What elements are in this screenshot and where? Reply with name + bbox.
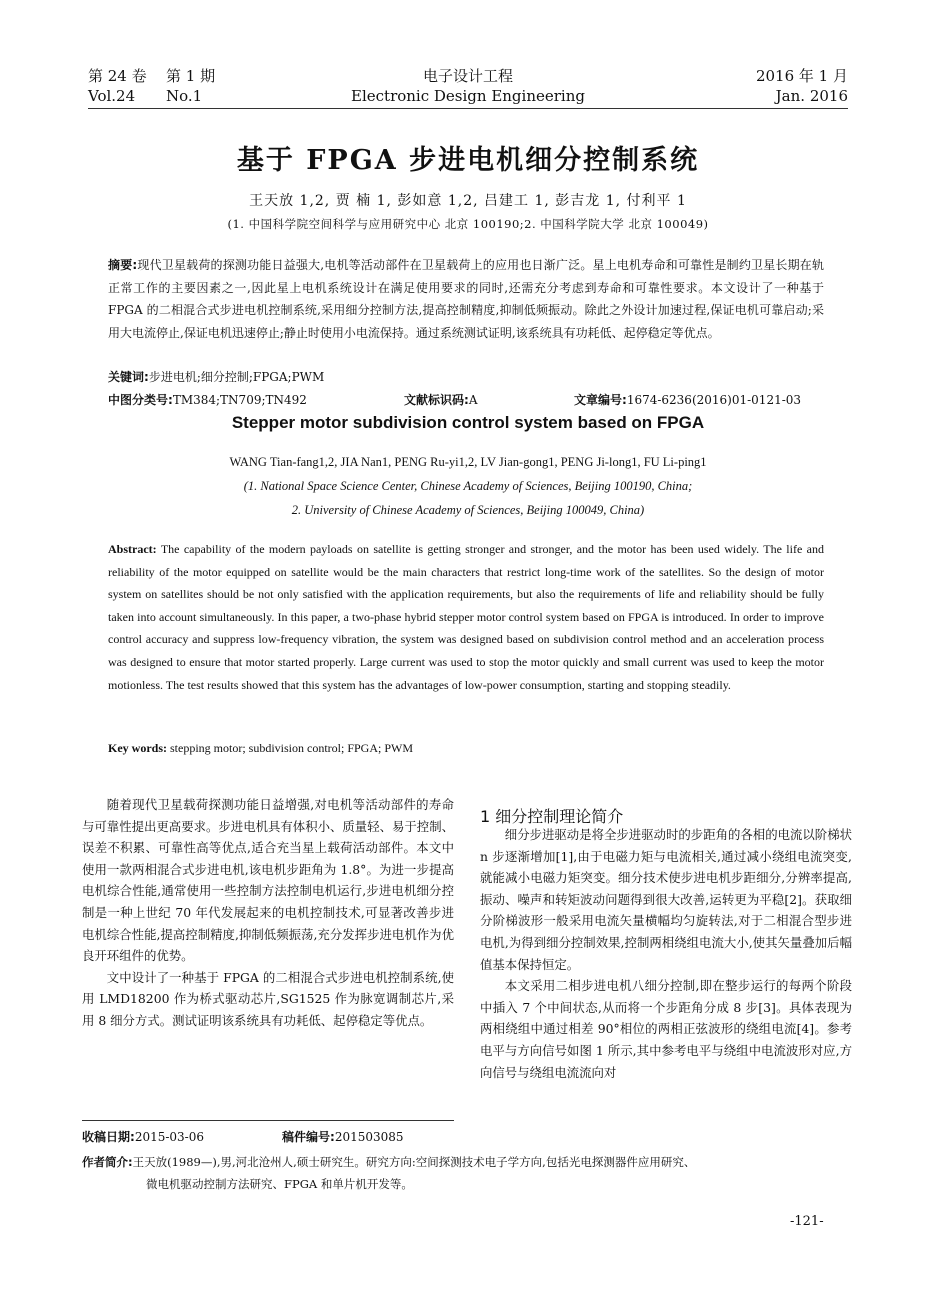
keywords-en-label: Key words: [108,741,167,755]
manuscript-number-label: 稿件编号: [282,1130,335,1144]
abstract-en-text: The capability of the modern payloads on satellite is getting stronger and stronger, and the motor has been used widely. The life and reliability of the motor equipped on satellite would be the main characters that restrict long-time work of the satellites. So the design of motor system on satellites should be not only satisfied with the application requirements, but also the requirements of life and reliability should be fully taken into account simultaneously. In this paper, a two-phase hybrid stepper motor control system based on FPGA is introduced. In order to improve control accuracy and suppress low-frequency vibration, the system was designed based on subdivision control method and an acceleration process was designed to ensure that motor started properly. Large current was used to stop the motor quickly and small current was used to keep the motor motionless. The test results showed that this system has the advantages of low-power consumption, starting and stopping steadily. [108,542,824,692]
section-1-paragraph-1: 细分步进驱动是将全步进驱动时的步距角的各相的电流以阶梯状 n 步逐渐增加[1],由于电磁力矩与电流相关,通过减小绕组电流突变,就能减小电磁力矩突变。细分技术使步进电机步距细分,分辨率提高,振动、噪声和转矩波动问题得到很大改善,运转更为平稳[2]。获取细分阶梯波形一般采用电流矢量横幅均匀旋转法,对于二相混合型步进电机,为得到细分控制效果,控制两相绕组电流大小,使其矢量叠加后幅值基本保持恒定。 [480,827,852,972]
affiliation-cn: (1. 中国科学院空间科学与应用研究中心 北京 100190;2. 中国科学院大学 北京 100049) [227,217,709,231]
date-cn: 2016 年 1 月 [755,67,848,85]
page-number: -121- [790,1214,824,1229]
journal-name-cn: 电子设计工程 [422,67,513,85]
clc-value: TM384;TN709;TN492 [172,393,307,407]
author-bio-label: 作者简介: [82,1155,133,1169]
doc-code-label: 文献标识码: [404,393,469,407]
article-number-label: 文章编号: [574,393,627,407]
keywords-cn [108,368,324,385]
classification-row [108,391,824,408]
header-divider [88,108,848,109]
introduction-column [82,794,454,1032]
received-date: 2015-03-06 [134,1130,204,1144]
affiliation-en-2: 2. University of Chinese Academy of Sciences, Beijing 100049, China) [291,503,645,517]
section-1-column [480,824,852,1083]
header-volume: 第 24 卷 [88,67,147,85]
keywords-en [108,741,413,756]
article-number-value: 1674-6236(2016)01-0121-03 [626,393,802,407]
header-journal [88,66,848,106]
author-bio-line-1: 王天放(1989—),男,河北沧州人,硕士研究生。研究方向:空间探测技术电子学方向,包括光电探测器件应用研究、 [132,1155,696,1169]
abstract-en [108,538,824,696]
section-1-heading: 1 细分控制理论简介 [480,807,624,826]
header-volume-en: Vol.24 [88,87,136,105]
paper-title-en: Stepper motor subdivision control system based on FPGA [231,413,705,432]
intro-paragraph-1: 随着现代卫星载荷探测功能日益增强,对电机等活动部件的寿命与可靠性提出更高要求。步进电机具有体积小、质量轻、易于控制、误差不积累、可靠性高等优点,适合充当星上载荷活动部件。本文中使用一款两相混合式步进电机,该电机步距角为 1.8°。为进一步提高电机综合性能,通常使用一些控制方法控制电机运行,步进电机细分控制是一种上世纪 70 年代发展起来的电机控制技术,可显著改善步进电机综合性能,提高控制精度,抑制低频振荡,充分发挥步进电机作为优良开环组件的优势。 [82,797,454,964]
keywords-cn-label: 关键词: [108,370,149,384]
keywords-en-text: stepping motor; subdivision control; FPGA; PWM [170,741,414,755]
date-en: Jan. 2016 [775,87,848,105]
received-date-label: 收稿日期: [82,1130,135,1144]
footnote-dates [82,1128,404,1145]
running-header [88,66,848,110]
journal-name-en: Electronic Design Engineering [351,87,585,105]
section-1-paragraph-2: 本文采用二相步进电机八细分控制,即在整步运行的每两个阶段中插入 7 个中间状态,从而将一个步距角分成 8 步[3]。具体表现为两相绕组中通过相差 90°相位的两相正弦波形的绕组电流[4]。参考电平与方向信号如图 1 所示,其中参考电平与绕组中电流波形对应,方向信号与绕组电流流向对 [480,978,852,1080]
header-date [756,66,848,106]
abstract-cn-text: 现代卫星载荷的探测功能日益强大,电机等活动部件在卫星载荷上的应用也日渐广泛。星上电机寿命和可靠性是制约卫星长期在轨正常工作的主要因素之一,因此星上电机系统设计在满足使用要求的同时,还需充分考虑到寿命和可靠性要求。本文设计了一种基于 FPGA 的二相混合式步进电机控制系统,采用细分控制方法,提高控制精度,抑制低频振动。除此之外设计加速过程,保证电机可靠启动;采用大电流停止,保证电机迅速停止;静止时使用小电流保持。通过系统测试证明,该系统具有功耗低、起停稳定等优点。 [108,258,824,340]
author-bio [82,1151,852,1195]
header-issue-en: No.1 [166,87,203,105]
abstract-cn-label: 摘要: [108,258,138,272]
authors-cn: 王天放 1,2, 贾 楠 1, 彭如意 1,2, 吕建工 1, 彭吉龙 1, 付利平 1 [249,193,687,209]
abstract-cn [108,254,824,344]
intro-paragraph-2: 文中设计了一种基于 FPGA 的二相混合式步进电机控制系统,使用 LMD18200 作为桥式驱动芯片,SG1525 作为脉宽调制芯片,采用 8 细分方式。测试证明该系统具有功耗低、起停稳定等优点。 [82,969,454,1028]
manuscript-number: 201503085 [334,1130,404,1144]
clc-label: 中图分类号: [108,393,173,407]
affiliation-en-1: (1. National Space Science Center, Chinese Academy of Sciences, Beijing 100190, China; [243,479,693,493]
abstract-en-label: Abstract: [108,542,157,556]
paper-title-cn: 基于 FPGA 步进电机细分控制系统 [236,145,700,176]
doc-code-value: A [468,393,478,407]
keywords-cn-text: 步进电机;细分控制;FPGA;PWM [148,370,325,384]
footnote-divider [82,1120,454,1121]
header-issue: 第 1 期 [166,67,216,85]
authors-en: WANG Tian-fang1,2, JIA Nan1, PENG Ru-yi1,2, LV Jian-gong1, PENG Ji-long1, FU Li-ping1 [229,455,707,469]
author-bio-line-2: 微电机驱动控制方法研究、FPGA 和单片机开发等。 [146,1177,413,1191]
